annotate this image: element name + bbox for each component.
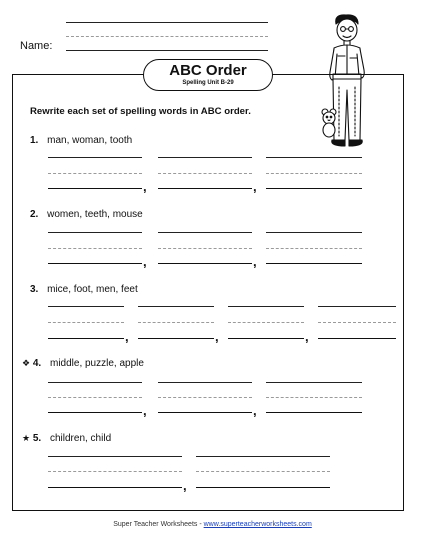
comma: ,: [143, 254, 147, 269]
name-label: Name:: [20, 40, 53, 52]
answer-line[interactable]: [266, 412, 362, 413]
answer-top-line: [266, 157, 362, 158]
question-words: women, teeth, mouse: [47, 209, 143, 220]
answer-top-line: [158, 157, 252, 158]
answer-line[interactable]: [228, 338, 304, 339]
answer-top-line: [266, 382, 362, 383]
diamond-marker-icon: ❖: [22, 358, 31, 368]
answer-line[interactable]: [266, 188, 362, 189]
name-top-line: [66, 22, 268, 23]
footer: [0, 521, 425, 528]
answer-top-line: [196, 456, 330, 457]
answer-mid-dash: [48, 248, 142, 249]
answer-mid-dash: [48, 471, 182, 472]
answer-top-line: [158, 232, 252, 233]
question-words: mice, foot, men, feet: [47, 284, 138, 295]
question-1: [30, 135, 132, 146]
answer-top-line: [48, 306, 124, 307]
answer-mid-dash: [266, 397, 362, 398]
question-5: [22, 433, 111, 444]
worksheet-title: ABC Order: [169, 62, 247, 79]
answer-line[interactable]: [48, 412, 142, 413]
footer-brand: Super Teacher Worksheets -: [113, 521, 204, 528]
answer-top-line: [228, 306, 304, 307]
star-marker-icon: ★: [22, 433, 31, 443]
answer-top-line: [266, 232, 362, 233]
answer-line[interactable]: [158, 412, 252, 413]
comma: ,: [143, 403, 147, 418]
answer-mid-dash: [266, 173, 362, 174]
answer-line[interactable]: [48, 263, 142, 264]
question-number: 3.: [30, 284, 39, 295]
answer-mid-dash: [48, 322, 124, 323]
question-number: 1.: [30, 135, 39, 146]
question-words: man, woman, tooth: [47, 135, 133, 146]
answer-top-line: [48, 232, 142, 233]
answer-line[interactable]: [48, 338, 124, 339]
comma: ,: [183, 478, 187, 493]
answer-line[interactable]: [158, 188, 252, 189]
answer-line[interactable]: [138, 338, 214, 339]
answer-line[interactable]: [318, 338, 396, 339]
title-pill: [143, 59, 273, 91]
question-4: [22, 358, 144, 369]
instructions: Rewrite each set of spelling words in ABC order.: [30, 106, 251, 117]
answer-top-line: [318, 306, 396, 307]
comma: ,: [305, 329, 309, 344]
question-words: children, child: [49, 433, 112, 444]
answer-line[interactable]: [196, 487, 330, 488]
name-mid-dash: [66, 36, 268, 37]
answer-mid-dash: [266, 248, 362, 249]
question-number: 2.: [30, 209, 39, 220]
answer-line[interactable]: [158, 263, 252, 264]
comma: ,: [253, 179, 257, 194]
answer-mid-dash: [48, 173, 142, 174]
worksheet-subtitle: Spelling Unit B-29: [182, 80, 234, 86]
comma: ,: [143, 179, 147, 194]
answer-mid-dash: [158, 397, 252, 398]
answer-line[interactable]: [48, 487, 182, 488]
answer-line[interactable]: [48, 188, 142, 189]
answer-mid-dash: [228, 322, 304, 323]
answer-mid-dash: [138, 322, 214, 323]
question-words: middle, puzzle, apple: [49, 358, 144, 369]
name-input-line[interactable]: [66, 50, 268, 51]
answer-mid-dash: [48, 397, 142, 398]
answer-mid-dash: [158, 173, 252, 174]
question-number: 4.: [32, 358, 42, 369]
comma: ,: [253, 403, 257, 418]
answer-mid-dash: [158, 248, 252, 249]
answer-top-line: [48, 382, 142, 383]
question-3: [30, 284, 138, 295]
answer-line[interactable]: [266, 263, 362, 264]
question-2: [30, 209, 143, 220]
comma: ,: [125, 329, 129, 344]
answer-top-line: [138, 306, 214, 307]
answer-top-line: [48, 157, 142, 158]
answer-top-line: [158, 382, 252, 383]
footer-link[interactable]: www.superteacherworksheets.com: [203, 521, 312, 528]
question-number: 5.: [32, 433, 42, 444]
comma: ,: [215, 329, 219, 344]
comma: ,: [253, 254, 257, 269]
answer-mid-dash: [196, 471, 330, 472]
answer-mid-dash: [318, 322, 396, 323]
answer-top-line: [48, 456, 182, 457]
